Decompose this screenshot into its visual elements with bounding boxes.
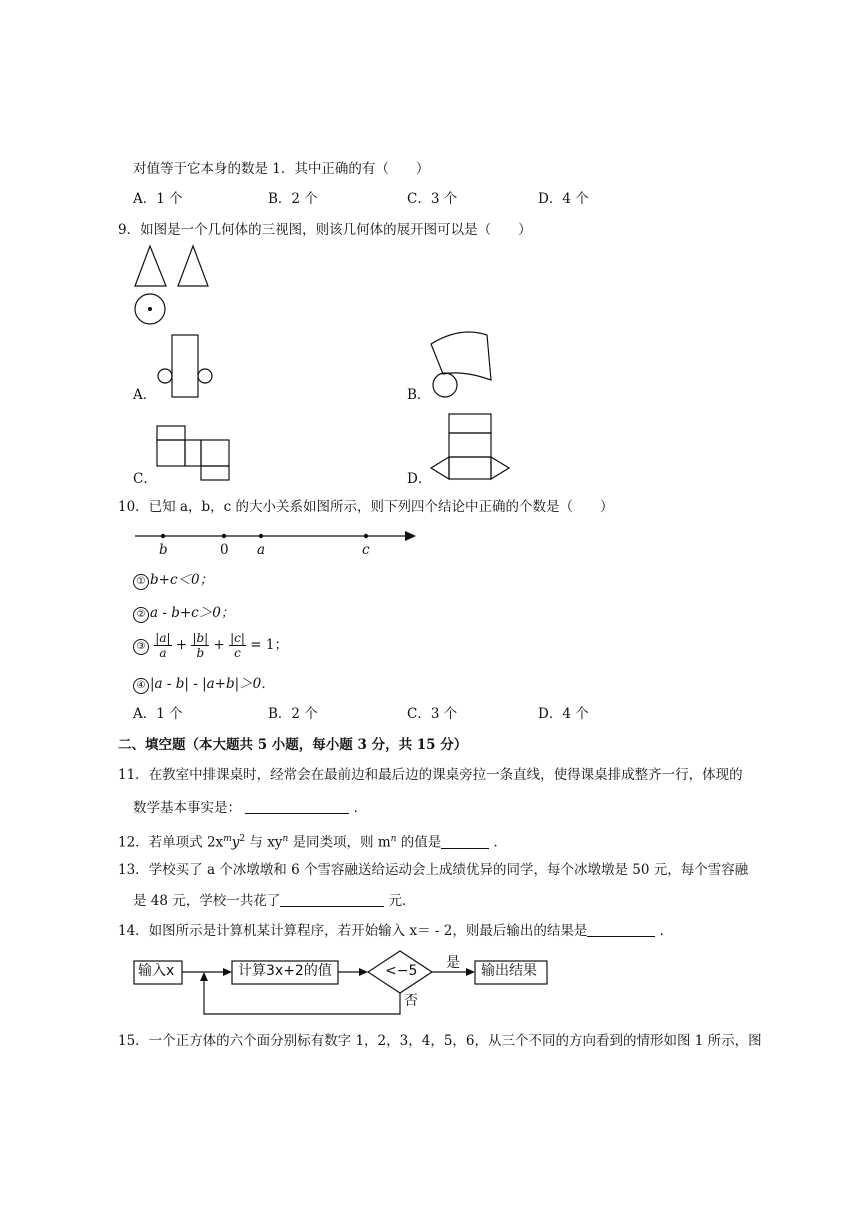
q8-option-a: A．1 个 (133, 191, 183, 207)
q10-stem: 10．已知 a，b，c 的大小关系如图所示，则下列四个结论中正确的个数是（ ） (118, 499, 614, 515)
q14-stem (118, 922, 673, 940)
q13-prefix: 是 48 元，学校一共花了 (133, 893, 281, 909)
q12-suffix: ． (493, 834, 508, 851)
q10-option-d: D．4 个 (538, 706, 589, 722)
q12-text: 的值是 (396, 834, 442, 851)
q10-option-c: C．3 个 (407, 706, 458, 722)
net-a-figure (152, 332, 222, 402)
q11-line1: 11．在教室中排课桌时，经常会在最前边和最后边的课桌旁拉一条直线，使得课桌排成整齐一行，体现的 (118, 767, 743, 783)
net-d-figure (425, 410, 515, 486)
q10-option-b: B．2 个 (268, 706, 318, 722)
answer-blank[interactable] (587, 922, 655, 937)
section-title: 二、填空题（本大题共 5 小题，每小题 3 分，共 15 分） (118, 737, 468, 753)
q12-text: 是同类项，则 m (288, 834, 391, 851)
item-text: a ‐ b+c＞0； (150, 605, 235, 621)
q9-label-a: A． (133, 387, 157, 403)
exponent: m (223, 834, 232, 844)
flow-no-label: 否 (404, 993, 418, 1009)
number-line-figure (132, 526, 422, 562)
q9-label-c: C． (133, 471, 157, 487)
item-number: ① (133, 574, 149, 590)
item-text: |a ‐ b| ‐ |a+b|＞0． (150, 676, 275, 692)
flow-compute-box: 计算3x+2的值 (238, 963, 332, 979)
q12-line (118, 830, 507, 852)
denominator: b (196, 646, 205, 660)
q14-text: 14．如图所示是计算机某计算程序，若开始输入 x＝ ‐ 2，则最后输出的结果是 (118, 923, 588, 939)
q14-suffix: ． (659, 923, 674, 939)
numerator: |a| (155, 631, 171, 645)
item-number: ④ (133, 678, 149, 694)
net-b-figure (425, 330, 500, 405)
q9-label-b: B． (407, 387, 431, 403)
denominator: c (234, 646, 241, 660)
q10-item-2 (133, 604, 234, 623)
answer-blank[interactable] (245, 799, 349, 814)
q13-line1: 13．学校买了 a 个冰墩墩和 6 个雪容融送给运动会上成绩优异的同学，每个冰墩墩是 50 元，每个雪容融 (118, 862, 749, 878)
flow-output-box: 输出结果 (481, 963, 537, 979)
q13-suffix: 元． (388, 893, 416, 909)
q10-item-4 (133, 675, 275, 694)
q8-option-b: B．2 个 (268, 191, 318, 207)
q8-text: 对值等于它本身的数是 1．其中正确的有（ ） (133, 161, 430, 177)
q11-prefix: 数学基本事实是： (133, 800, 241, 816)
item-number: ② (133, 607, 149, 623)
flow-condition: <−5 (385, 963, 418, 979)
axis-label-a: a (257, 542, 266, 558)
flowchart-figure (130, 948, 560, 1018)
exponent: n (282, 834, 289, 844)
item-text: = 1； (250, 637, 288, 653)
axis-label-c: c (362, 542, 370, 558)
q10-option-a: A．1 个 (133, 706, 183, 722)
axis-label-zero: 0 (220, 542, 229, 558)
axis-label-b: b (159, 542, 168, 558)
item-text: b+c＜0； (150, 572, 214, 588)
flow-yes-label: 是 (446, 955, 460, 971)
q13-line2 (133, 892, 416, 910)
fraction-a (154, 631, 171, 660)
numerator: |b| (192, 631, 209, 645)
q8-option-c: C．3 个 (407, 191, 458, 207)
q8-option-d: D．4 个 (538, 191, 589, 207)
q12-text: y (231, 834, 240, 851)
numerator: |c| (230, 631, 245, 645)
fraction-c (229, 631, 246, 660)
q11-line2 (133, 799, 367, 817)
three-view-figure (128, 244, 218, 330)
item-number: ③ (133, 639, 149, 655)
exponent: 2 (239, 834, 246, 844)
q10-item-3: ③ $\frac{|a|}{a}$ + $\frac{|b|}{b}$ + $\frac{|c|}{c}$ = 1； (133, 630, 288, 660)
net-c-figure (152, 422, 244, 484)
answer-blank[interactable] (280, 892, 384, 907)
exponent: n (390, 834, 397, 844)
q9-stem: 9．如图是一个几何体的三视图，则该几何体的展开图可以是（ ） (118, 222, 532, 238)
answer-blank[interactable] (441, 834, 489, 849)
q15-line1: 15．一个正方体的六个面分别标有数字 1，2，3，4，5，6，从三个不同的方向看到的情形如图 1 所示，图 (118, 1033, 762, 1049)
q12-text: 12．若单项式 2x (118, 834, 224, 851)
denominator: a (159, 646, 167, 660)
q10-item-1 (133, 571, 213, 590)
q11-suffix: ． (353, 800, 368, 816)
q12-text: 与 xy (245, 834, 283, 851)
q9-label-d: D． (407, 471, 432, 487)
flow-input-box: 输入x (138, 963, 175, 979)
fraction-b (191, 631, 209, 660)
